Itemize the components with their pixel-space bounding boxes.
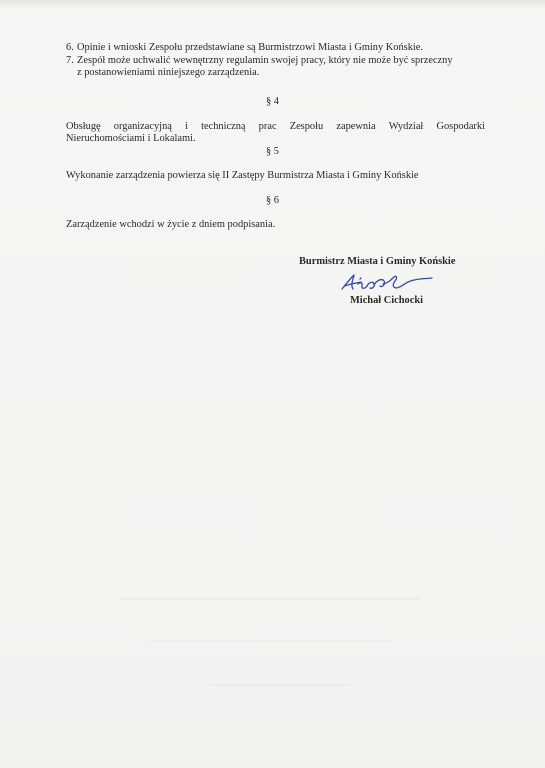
section-4-line-2: Nieruchomościami i Lokalami. [66,133,196,144]
list-item-text: Opinie i wnioski Zespołu przedstawiane są Burmistrzowi Miasta i Gminy Końskie. [77,42,424,53]
section-4-line-1 [66,121,485,133]
list-item-text: Zespół może uchwalić wewnętrzny regulamin swojej pracy, który nie może być sprzeczny [77,55,453,66]
signatory-name: Michał Cichocki [350,295,424,306]
section-5-heading: § 5 [266,146,279,157]
word: techniczną [201,121,246,132]
word: prac [258,121,277,132]
word: Wydział [388,121,424,132]
scan-edge-shadow [0,0,545,8]
word: i [185,121,188,132]
scan-artifact [210,684,350,686]
list-item-text-continuation: z postanowieniami niniejszego zarządzenia. [77,67,260,78]
section-6-heading: § 6 [266,195,279,206]
word: zapewnia [336,121,376,132]
list-item-number: 7. [66,55,74,66]
word: Zespołu [289,121,324,132]
section-5-text: Wykonanie zarządzenia powierza się II Zastępy Burmistrza Miasta i Gminy Końskie [66,170,419,181]
section-4-paragraph [66,121,485,145]
word: Gospodarki [436,121,485,132]
handwritten-signature [336,270,470,296]
signatory-title: Burmistrz Miasta i Gminy Końskie [299,256,456,267]
list-item-number: 6. [66,42,74,53]
scan-artifact [150,640,390,642]
word: Obsługę [66,121,101,132]
section-6-text: Zarządzenie wchodzi w życie z dniem podpisania. [66,219,276,230]
scan-artifact [120,598,420,600]
list-item-7 [66,55,486,81]
section-4-heading: § 4 [266,96,279,107]
word: organizacyjną [113,121,172,132]
